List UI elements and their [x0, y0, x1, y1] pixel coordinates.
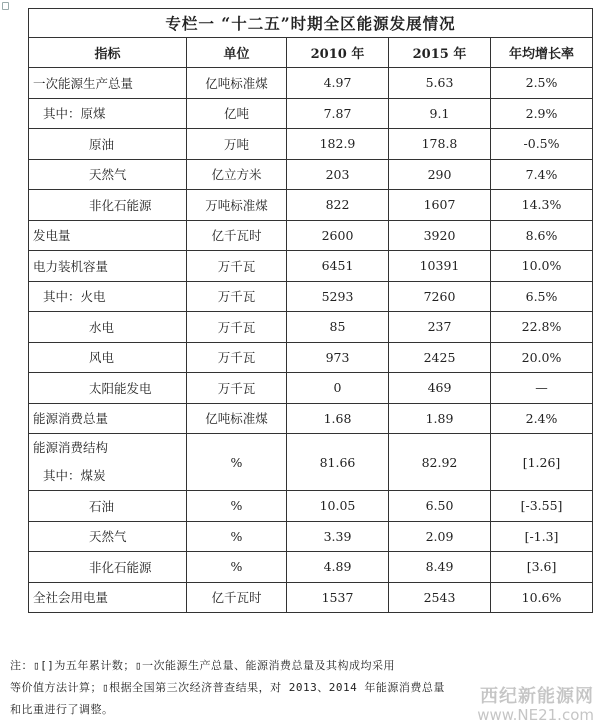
indicator-cell: 太阳能发电: [29, 373, 187, 404]
growth-rate-cell: 2.9%: [491, 98, 593, 129]
value-2010-cell: 6451: [287, 251, 389, 282]
growth-rate-cell: 20.0%: [491, 342, 593, 373]
corner-mark: [2, 2, 9, 10]
value-2015-cell: 237: [389, 312, 491, 343]
table-row: [29, 491, 593, 522]
value-2015-cell: 290: [389, 159, 491, 190]
unit-cell: %: [187, 521, 287, 552]
value-2010-cell: 7.87: [287, 98, 389, 129]
unit-cell: 万千瓦: [187, 373, 287, 404]
unit-cell: 万吨标准煤: [187, 190, 287, 221]
value-2010-cell: 973: [287, 342, 389, 373]
unit-cell: 万吨: [187, 129, 287, 160]
value-2010-cell: 81.66: [287, 434, 389, 491]
indicator-cell: 石油: [29, 491, 187, 522]
value-2015-cell: 82.92: [389, 434, 491, 491]
growth-rate-cell: [1.26]: [491, 434, 593, 491]
indicator-cell: 全社会用电量: [29, 582, 187, 613]
growth-rate-cell: 6.5%: [491, 281, 593, 312]
unit-cell: 万千瓦: [187, 251, 287, 282]
value-2010-cell: 5293: [287, 281, 389, 312]
site-watermark: [477, 688, 594, 724]
growth-rate-cell: —: [491, 373, 593, 404]
indicator-cell: 其中：火电: [29, 281, 187, 312]
value-2015-cell: 10391: [389, 251, 491, 282]
growth-rate-cell: 10.0%: [491, 251, 593, 282]
header-row: [29, 38, 593, 68]
table-row: [29, 68, 593, 99]
header-2010: 2010 年: [287, 38, 389, 68]
table-row: [29, 342, 593, 373]
indicator-cell: 其中：原煤: [29, 98, 187, 129]
unit-cell: 亿吨标准煤: [187, 68, 287, 99]
value-2010-cell: 2600: [287, 220, 389, 251]
value-2015-cell: 2.09: [389, 521, 491, 552]
footnote-line: 注：▯[]为五年累计数；▯一次能源生产总量、能源消费总量及其构成均采用: [10, 659, 395, 672]
growth-rate-cell: [3.6]: [491, 552, 593, 583]
table-row: [29, 129, 593, 160]
table-row: [29, 521, 593, 552]
unit-cell: %: [187, 491, 287, 522]
value-2010-cell: 4.89: [287, 552, 389, 583]
value-2010-cell: 85: [287, 312, 389, 343]
indicator-cell: 非化石能源: [29, 190, 187, 221]
value-2010-cell: 203: [287, 159, 389, 190]
header-unit: 单位: [187, 38, 287, 68]
table-row: [29, 98, 593, 129]
unit-cell: 亿吨标准煤: [187, 403, 287, 434]
value-2015-cell: 3920: [389, 220, 491, 251]
indicator-group-label: 能源消费结构: [33, 440, 109, 455]
value-2015-cell: 5.63: [389, 68, 491, 99]
growth-rate-cell: 8.6%: [491, 220, 593, 251]
indicator-cell: 发电量: [29, 220, 187, 251]
footnote-line: 等价值方法计算；▯根据全国第三次经济普查结果，对 2013、2014 年能源消费总量: [10, 681, 445, 694]
table-row: [29, 220, 593, 251]
value-2010-cell: 10.05: [287, 491, 389, 522]
watermark-text: 西纪新能源网: [480, 686, 594, 707]
indicator-cell: [29, 434, 187, 491]
growth-rate-cell: 2.5%: [491, 68, 593, 99]
indicator-cell: 天然气: [29, 521, 187, 552]
value-2015-cell: 6.50: [389, 491, 491, 522]
unit-cell: 万千瓦: [187, 312, 287, 343]
value-2015-cell: 9.1: [389, 98, 491, 129]
growth-rate-cell: 22.8%: [491, 312, 593, 343]
indicator-cell: 水电: [29, 312, 187, 343]
indicator-sub-label: 其中：煤炭: [43, 468, 106, 483]
table-title: 专栏一 “十二五”时期全区能源发展情况: [29, 9, 593, 38]
header-indicator: 指标: [29, 38, 187, 68]
value-2015-cell: 2543: [389, 582, 491, 613]
growth-rate-cell: [-3.55]: [491, 491, 593, 522]
value-2015-cell: 7260: [389, 281, 491, 312]
energy-table: [28, 8, 593, 613]
value-2015-cell: 8.49: [389, 552, 491, 583]
table-row: [29, 403, 593, 434]
growth-rate-cell: [-1.3]: [491, 521, 593, 552]
value-2015-cell: 469: [389, 373, 491, 404]
value-2010-cell: 1.68: [287, 403, 389, 434]
indicator-cell: 原油: [29, 129, 187, 160]
table-row: [29, 190, 593, 221]
unit-cell: 亿千瓦时: [187, 582, 287, 613]
value-2010-cell: 4.97: [287, 68, 389, 99]
table-row: [29, 434, 593, 491]
unit-cell: 亿千瓦时: [187, 220, 287, 251]
value-2010-cell: 182.9: [287, 129, 389, 160]
indicator-cell: 风电: [29, 342, 187, 373]
value-2010-cell: 822: [287, 190, 389, 221]
unit-cell: 万千瓦: [187, 342, 287, 373]
header-2015: 2015 年: [389, 38, 491, 68]
table-row: [29, 281, 593, 312]
unit-cell: 万千瓦: [187, 281, 287, 312]
growth-rate-cell: 7.4%: [491, 159, 593, 190]
indicator-cell: 一次能源生产总量: [29, 68, 187, 99]
growth-rate-cell: 10.6%: [491, 582, 593, 613]
indicator-cell: 电力装机容量: [29, 251, 187, 282]
value-2010-cell: 1537: [287, 582, 389, 613]
header-growth-rate: 年均增长率: [491, 38, 593, 68]
table-row: [29, 159, 593, 190]
value-2015-cell: 1607: [389, 190, 491, 221]
table-row: [29, 251, 593, 282]
indicator-cell: 非化石能源: [29, 552, 187, 583]
value-2015-cell: 178.8: [389, 129, 491, 160]
table-row: [29, 582, 593, 613]
table-row: [29, 373, 593, 404]
table-row: [29, 552, 593, 583]
unit-cell: 亿立方米: [187, 159, 287, 190]
growth-rate-cell: 14.3%: [491, 190, 593, 221]
growth-rate-cell: -0.5%: [491, 129, 593, 160]
table-row: [29, 312, 593, 343]
indicator-cell: 天然气: [29, 159, 187, 190]
watermark-url: www.NE21.com: [477, 706, 594, 724]
value-2010-cell: 0: [287, 373, 389, 404]
indicator-cell: 能源消费总量: [29, 403, 187, 434]
growth-rate-cell: 2.4%: [491, 403, 593, 434]
unit-cell: 亿吨: [187, 98, 287, 129]
value-2010-cell: 3.39: [287, 521, 389, 552]
unit-cell: %: [187, 552, 287, 583]
value-2015-cell: 2425: [389, 342, 491, 373]
footnote-line: 和比重进行了调整。: [10, 703, 114, 716]
unit-cell: %: [187, 434, 287, 491]
value-2015-cell: 1.89: [389, 403, 491, 434]
